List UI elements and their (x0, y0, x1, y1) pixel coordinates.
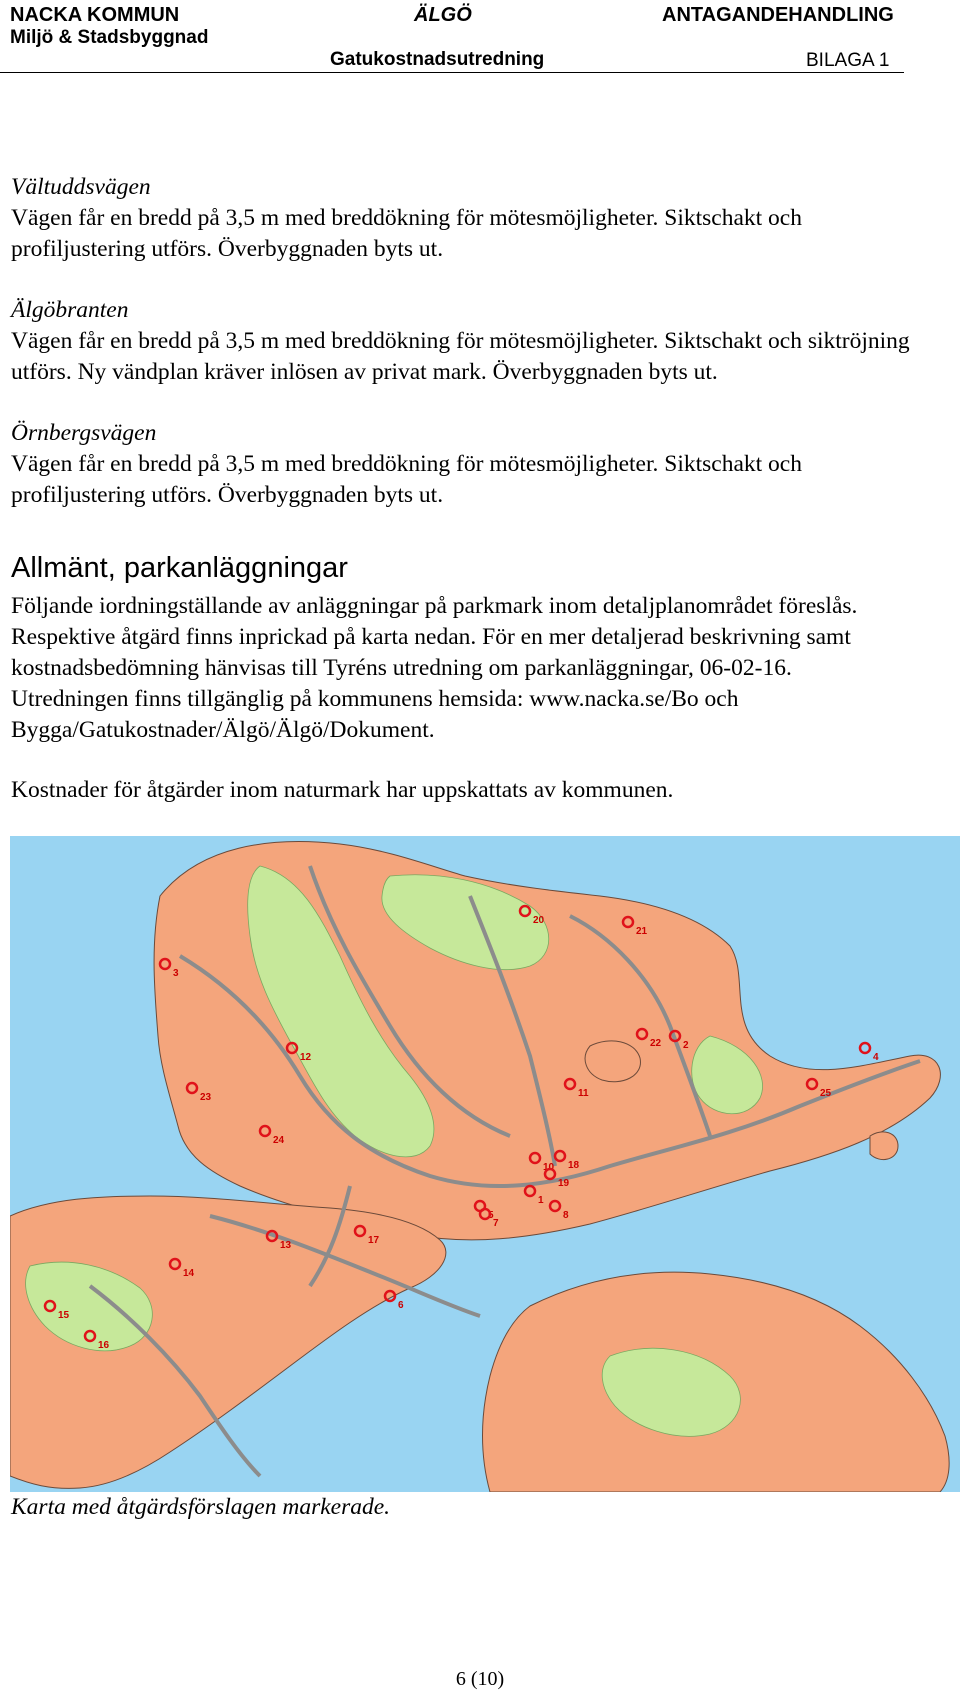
header-attachment: BILAGA 1 (806, 50, 890, 71)
map-marker-label: 22 (650, 1038, 662, 1049)
section-costs: Kostnader för åtgärder inom naturmark har uppskattats av kommunen. (11, 777, 674, 803)
road-text: Vägen får en bredd på 3,5 m med breddökning för mötesmöjligheter. Siktschakt och profiljustering utförs. Överbyggnaden byts ut. (11, 205, 802, 262)
page-number: 6 (10) (455, 1668, 505, 1690)
road-ornbergsvagen (11, 418, 911, 511)
header-department: Miljö & Stadsbyggnad (10, 27, 209, 48)
map-marker-label: 19 (558, 1178, 570, 1189)
map-marker-label: 13 (280, 1240, 292, 1251)
map-marker-label: 20 (533, 915, 545, 926)
map-marker-label: 11 (578, 1088, 589, 1099)
header-project: ÄLGÖ (414, 4, 472, 26)
map-island (585, 1041, 640, 1082)
map-marker-label: 6 (398, 1300, 404, 1311)
map-marker-label: 25 (820, 1088, 832, 1099)
road-text: Vägen får en bredd på 3,5 m med breddökning för mötesmöjligheter. Siktschakt och profiljustering utförs. Överbyggnaden byts ut. (11, 451, 802, 508)
map-marker-label: 21 (636, 926, 648, 937)
header-org: NACKA KOMMUN (10, 4, 180, 26)
map-marker-label: 8 (563, 1210, 569, 1221)
header-doc: Gatukostnadsutredning (330, 49, 545, 70)
map-marker-label: 14 (183, 1268, 195, 1279)
map-marker-label: 18 (568, 1160, 580, 1171)
road-name: Vältuddsvägen (11, 174, 151, 200)
map-marker-label: 1 (538, 1195, 544, 1206)
map-marker-label: 17 (368, 1235, 380, 1246)
map-island (870, 1132, 898, 1160)
park-map-svg (10, 836, 960, 1492)
road-algobranten (11, 295, 911, 388)
road-name: Älgöbranten (11, 297, 129, 323)
header-divider (0, 72, 904, 73)
road-text: Vägen får en bredd på 3,5 m med breddökning för mötesmöjligheter. Siktschakt och siktröjning utförs. Ny vändplan kräver inlösen av privat mark. Överbyggnaden byts ut. (11, 328, 910, 385)
map-marker-label: 24 (273, 1135, 285, 1146)
header-stage: ANTAGANDEHANDLING (662, 4, 894, 26)
map-marker-label: 7 (493, 1218, 499, 1229)
park-map (10, 836, 960, 1492)
map-caption: Karta med åtgärdsförslagen markerade. (11, 1494, 391, 1520)
map-marker-label: 15 (58, 1310, 70, 1321)
map-marker-label: 10 (543, 1162, 555, 1173)
road-valtuddsvagen (11, 172, 911, 265)
map-marker-label: 5 (488, 1210, 494, 1221)
map-marker-label: 2 (683, 1040, 689, 1051)
map-marker-label: 4 (873, 1052, 879, 1063)
section-title: Allmänt, parkanläggningar (11, 552, 348, 584)
map-marker-label: 12 (300, 1052, 312, 1063)
section-body: Följande iordningställande av anläggningar på parkmark inom detaljplanområdet föreslås. Respektive åtgärd finns inprickad på karta nedan. För en mer detaljerad beskrivning samt kostnadsbedömning hänvisas till Tyréns utredning om parkanläggningar, 06-02-16. Utredningen finns tillgänglig på kommunens hemsida: www.nacka.se/Bo och Bygga/Gatukostnader/Älgö/Älgö/Dokument. (11, 593, 858, 743)
map-marker-label: 3 (173, 968, 179, 979)
map-marker-label: 23 (200, 1092, 212, 1103)
map-marker-label: 16 (98, 1340, 110, 1351)
road-name: Örnbergsvägen (11, 420, 157, 446)
